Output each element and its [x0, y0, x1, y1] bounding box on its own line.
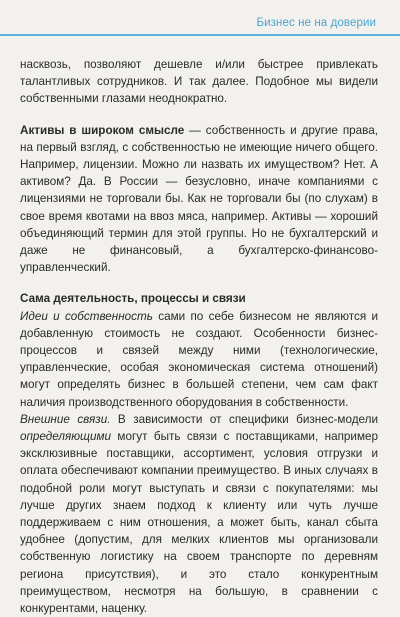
paragraph-assets	[20, 122, 378, 277]
paragraph-1-text: насквозь, позволяют дешевле и/или быстрее привлекать талантливых сотрудников. И так далее. Подобное мы видели собственными глазами неоднократно.	[20, 58, 378, 106]
section-title: Сама деятельность, процессы и связи	[20, 292, 246, 306]
external-links-emph: определяющими	[20, 430, 111, 444]
paragraph-ideas	[20, 308, 378, 411]
assets-term: Активы в широком смысле	[20, 123, 185, 137]
external-links-term: Внешние связи.	[20, 412, 111, 426]
ideas-text: сами по себе бизнесом не являются и добавленную стоимость не создают. Особенности бизнес-процессов и связей между ними (технологические, управленческие, особая экономическая система отношений) могут определять бизнес в большей степени, чем сам факт наличия производственного оборудования в собственности.	[20, 309, 379, 409]
paragraph-external-links	[20, 411, 378, 617]
assets-text: — собственность и другие права, на первый взгляд, с собственностью не имеющие ничего общего. Например, лицензии. Можно ли назвать их имуществом? Нет. А активом? Да. В России — безусловно, иначе компаниями с лицензиями не торговали бы. Как не торговали бы (по слухам) в свое время квотами на ввоз мяса, например. Активы — хороший объединяющий термин для этой группы. Но не бухгалтерский и даже не финансовый, а бухгалтерско-финансово-управленческий.	[20, 123, 378, 275]
header-rule	[0, 34, 400, 36]
external-links-text-b: могут быть связи с поставщиками, например эксклюзивные поставщики, ассортимент, условия отгрузки и оплата обеспечивают компании преимущество. В иных случаях в подобной роли могут выступать и связи с покупателями: мы лучше других знаем подход к клиенту или чуть лучше поддерживаем с ним отношения, а может быть, канал сбыта удобнее (допустим, для мелких клиентов мы организовали собственную логистику на своем транспорте по деревням региона присутствия), и это стало конкурентным преимуществом, несмотря на большую, в сравнении с конкурентами, наценку.	[20, 430, 378, 616]
external-links-text-a: В зависимости от специфики бизнес-модели	[110, 412, 378, 426]
running-head: Бизнес не на доверии	[256, 17, 376, 29]
paragraph-1	[20, 56, 378, 108]
ideas-term: Идеи и собственность	[20, 309, 153, 323]
page-body	[20, 56, 378, 617]
